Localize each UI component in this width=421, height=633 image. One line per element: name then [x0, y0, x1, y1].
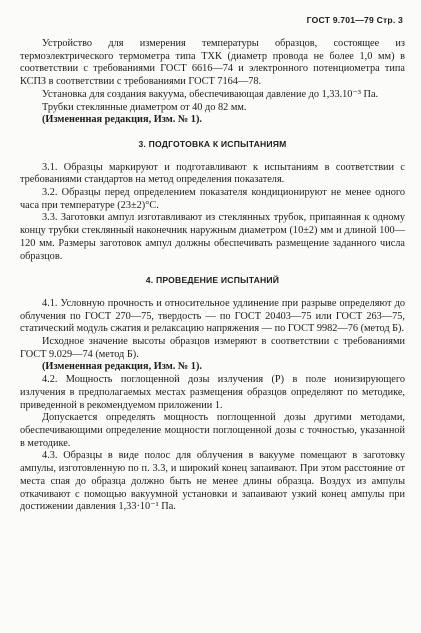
paragraph-4-2: 4.2. Мощность поглощенной дозы излучения (Р) в поле ионизирующего излучения в предполагаемых местах размещения образцов определяют по методике, приведенной в рекомендуемом приложении 1.: [20, 374, 405, 411]
paragraph-4-1: 4.1. Условную прочность и относительное удлинение при разрыве определяют до облучения по ГОСТ 270—75, твердость — по ГОСТ 20403—75 или ГОСТ 263—75, статический модуль сжатия и релаксацию напряжения — по ГОСТ 9982—76 (метод Б).: [20, 297, 405, 335]
paragraph-alternative-methods: Допускается определять мощность поглощенной дозы другими методами, обеспечивающими определение мощности поглощенной дозы с точностью, указанной в методике.: [20, 412, 405, 449]
amendment-note-1: (Измененная редакция, Изм. № 1).: [42, 114, 202, 126]
document-body: [20, 38, 405, 514]
section-heading-testing: 4. ПРОВЕДЕНИЕ ИСПЫТАНИЙ: [145, 275, 280, 286]
section-heading-preparation: 3. ПОДГОТОВКА К ИСПЫТАНИЯМ: [138, 138, 287, 149]
paragraph-temperature-device: Устройство для измерения температуры образцов, состоящее из термоэлектрического термометра типа ТХК (диаметр провода не более 1,0 мм) в соответствии с требованиями ГОСТ 6616—74 и электронного потенциометра типа КСПЗ в соответствии с требованиями ГОСТ 7164—78.: [20, 38, 405, 88]
paragraph-3-3: 3.3. Заготовки ампул изготавливают из стеклянных трубок, припаянная к одному концу трубки стеклянный наконечник наружным диаметром (10±2) мм и длиной 100—120 мм. Размеры заготовок ампул должны обеспечивать размещение заданного числа образцов.: [20, 212, 405, 262]
paragraph-vacuum-unit: Установка для создания вакуума, обеспечивающая давление до 1,33.10⁻³ Па.: [42, 88, 379, 100]
amendment-note-2: (Измененная редакция, Изм. № 1).: [42, 361, 202, 373]
page-header: ГОСТ 9.701—79 Стр. 3: [306, 15, 403, 25]
paragraph-glass-tubes: Трубки стеклянные диаметром от 40 до 82 мм.: [42, 101, 247, 113]
paragraph-3-2: 3.2. Образцы перед определением показателя кондиционируют не менее одного часа при температуре (23±2)°С.: [20, 187, 405, 211]
paragraph-4-3: 4.3. Образцы в виде полос для облучения в вакууме помещают в заготовку ампулы, изготовленную по п. 3.3, и широкий конец запаивают. При этом расстояние от места спая до образца должно быть не менее длины образца. Воздух из ампулы откачивают с помощью вакуумной установки и запаивают узкий конец ампулы при достижении давления 1,33·10⁻¹ Па.: [20, 450, 405, 513]
paragraph-3-1: 3.1. Образцы маркируют и подготавливают к испытаниям в соответствии с требованиями стандартов на метод определения показателя.: [20, 161, 405, 186]
paragraph-initial-height: Исходное значение высоты образцов измеряют в соответствии с требованиями ГОСТ 9.029—74 (метод Б).: [20, 336, 405, 360]
